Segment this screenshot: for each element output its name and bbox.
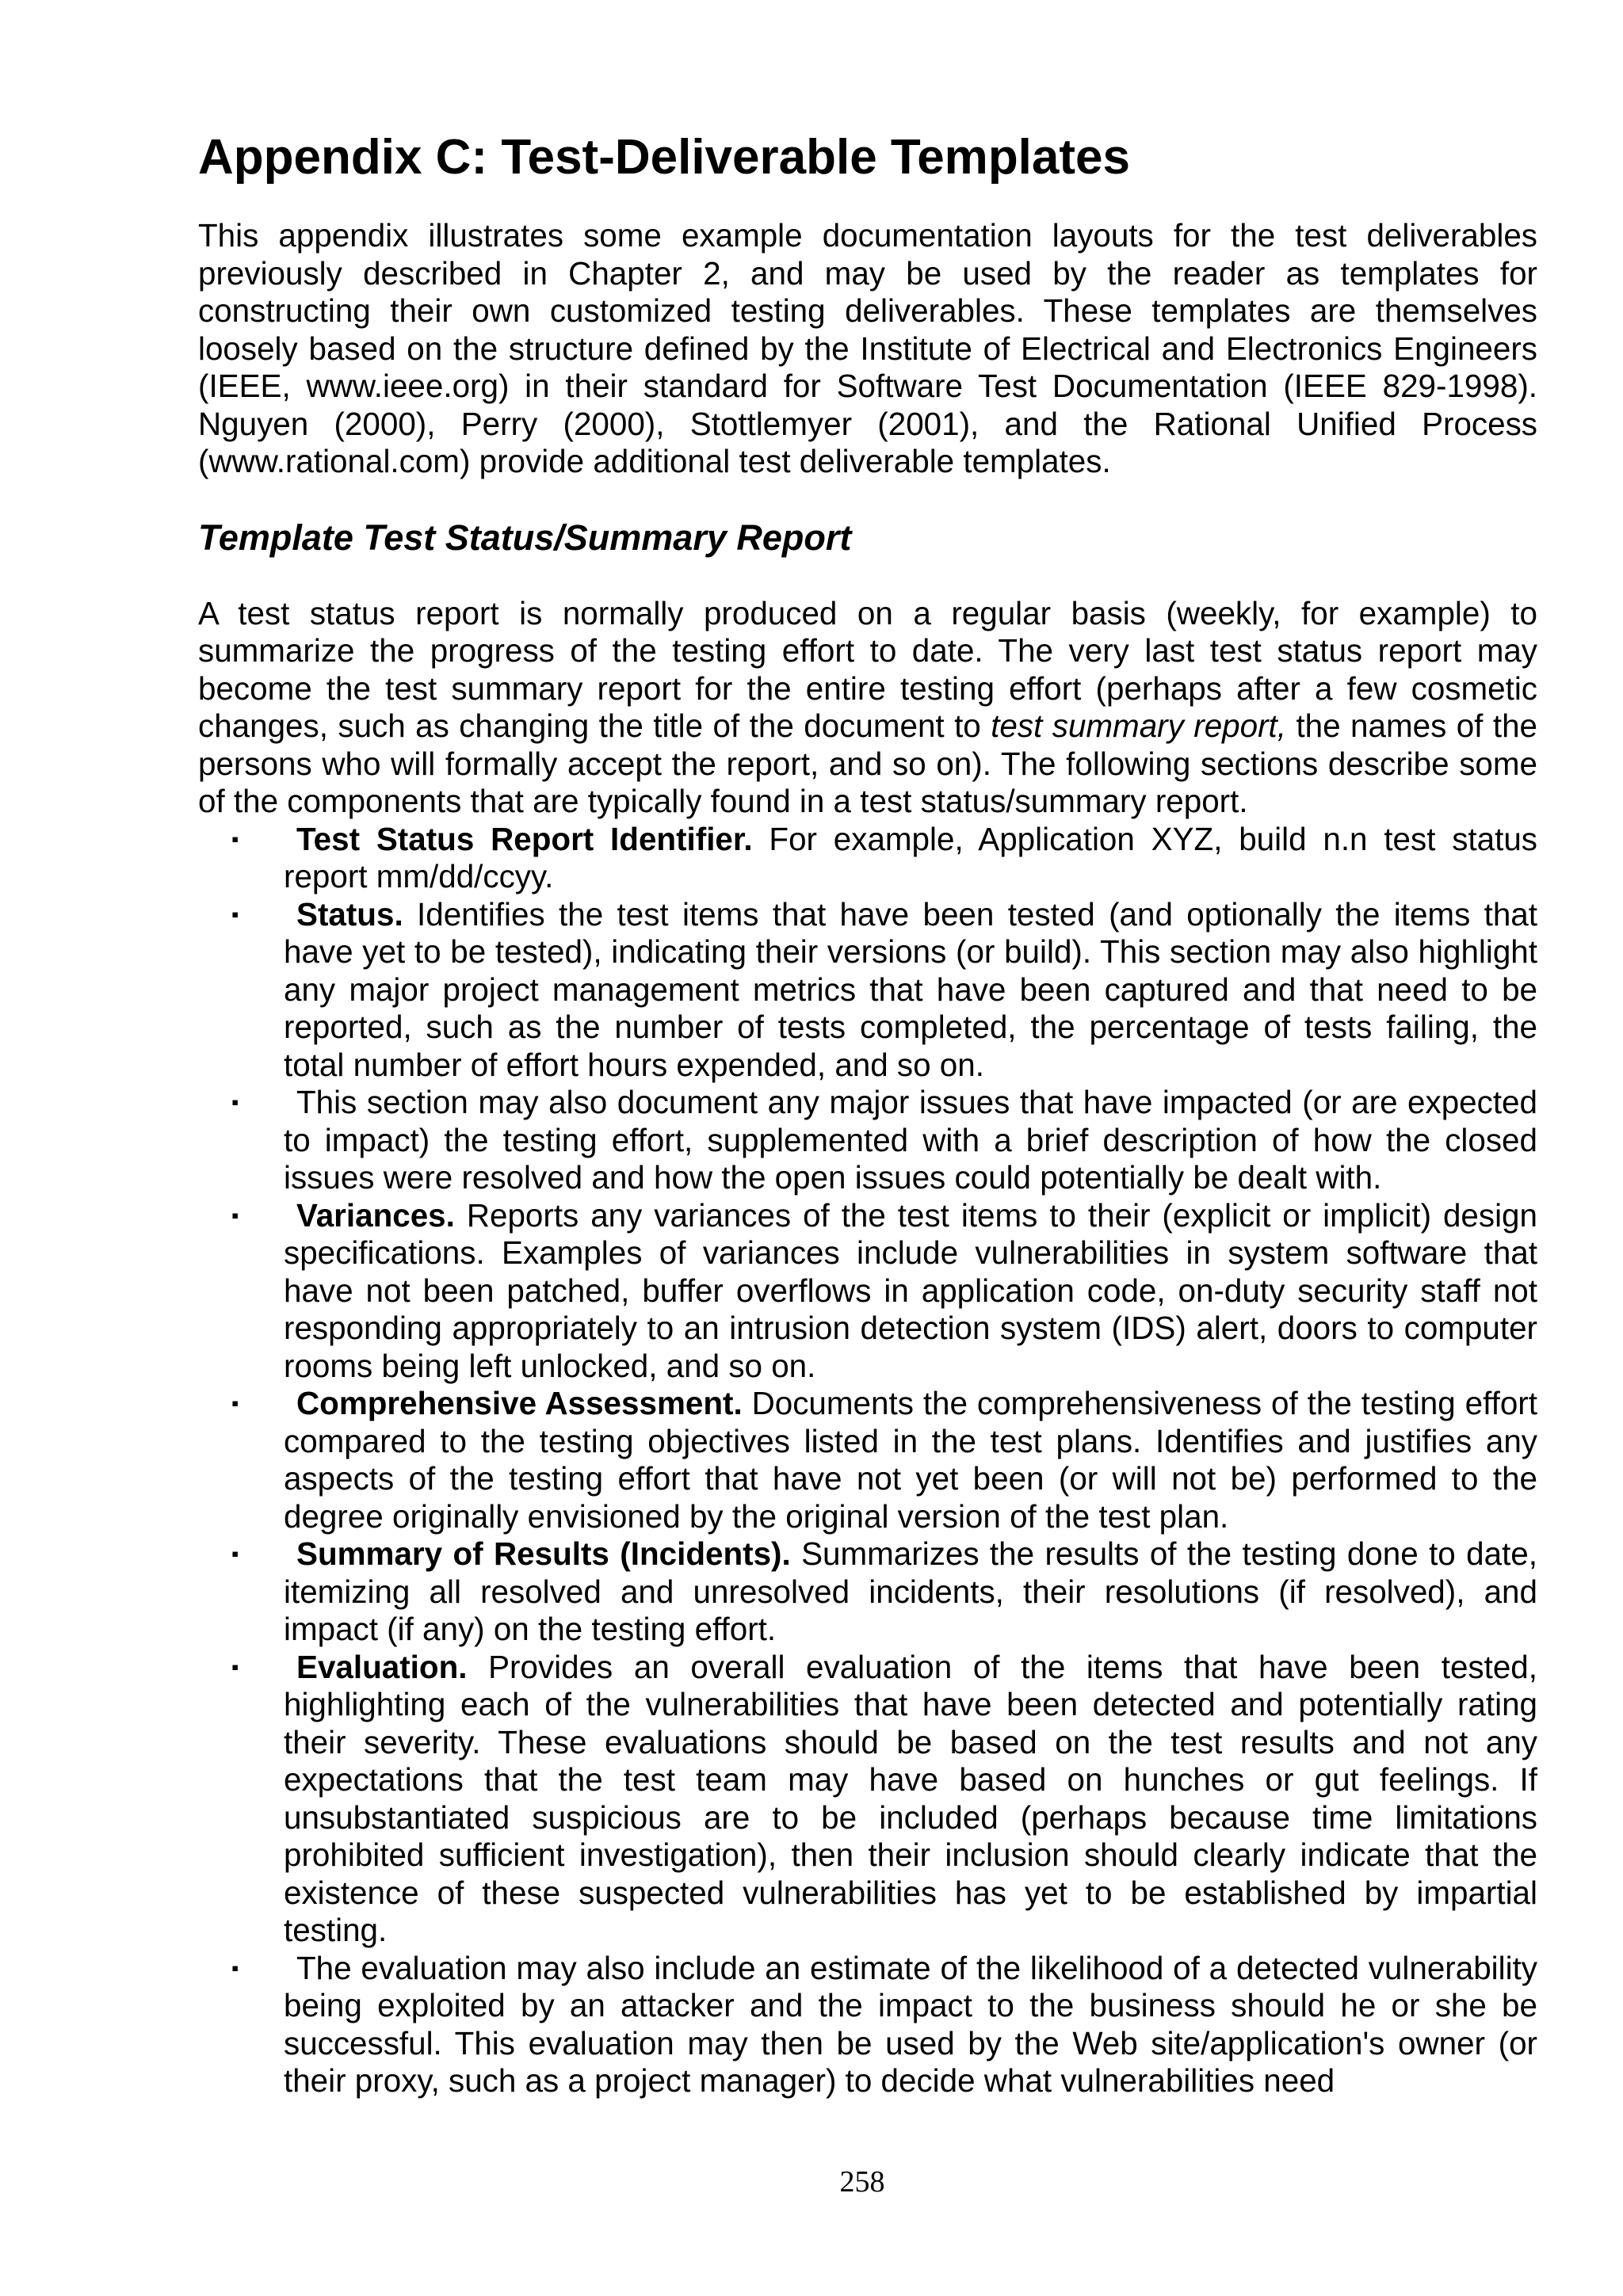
section-heading: Template Test Status/Summary Report [198, 517, 852, 558]
list-item [198, 1950, 1537, 2100]
list-item-text: This section may also document any major issues that have impacted (or are expected to impact) the testing effort, supplemented with a brief description of how the closed issues were resolved and how the open issues could potentially be dealt with. [284, 1084, 1537, 1196]
list-item [198, 1084, 1537, 1197]
list-item-term: Status. [296, 895, 403, 933]
list-item [198, 1535, 1537, 1649]
bullet-marker-icon: ▪ [231, 1203, 239, 1227]
list-item [198, 896, 1537, 1085]
components-list [198, 821, 1537, 2100]
list-item-term: Variances. [296, 1196, 455, 1234]
page-content [198, 127, 1537, 2100]
bullet-marker-icon: ▪ [231, 1391, 239, 1415]
bullet-marker-icon: ▪ [231, 1955, 239, 1980]
section-paragraph-text-1: A test status report is normally produced on a regular basis (weekly, for example) to summarize the progress of the testing effort to date. The very last test status report may become the test summary report for the entire testing effort (perhaps after a few cosmetic changes, such as changing the title of the document to [198, 594, 1537, 744]
section-paragraph-text-2: the names of the persons who will formally accept the report, and so on). The following sections describe some of the components that are typically found in a test status/summary report. [198, 707, 1537, 819]
list-item [198, 1649, 1537, 1950]
list-item [198, 1197, 1537, 1386]
list-item-term: Test Status Report Identifier. [296, 820, 753, 857]
list-item-text: Reports any variances of the test items to their (explicit or implicit) design specifications. Examples of variances include vulnerabilities in system software that have not been patched, buffer overflows in application code, on-duty security staff not responding appropriately to an intrusion detection system (IDS) alert, doors to computer rooms being left unlocked, and so on. [284, 1196, 1537, 1384]
section-paragraph [198, 595, 1537, 821]
bullet-marker-icon: ▪ [231, 826, 239, 851]
bullet-marker-icon: ▪ [231, 1542, 239, 1566]
list-item-term: Comprehensive Assessment. [296, 1385, 743, 1421]
list-item-text: Identifies the test items that have been tested (and optionally the items that have yet to be tested), indicating their versions (or build). This section may also highlight any major project management metrics that have been captured and that need to be reported, such as the number of tests completed, the percentage of tests failing, the total number of effort hours expended, and so on. [284, 895, 1537, 1083]
bullet-marker-icon: ▪ [231, 902, 239, 926]
page-number: 258 [839, 2165, 885, 2199]
intro-paragraph: This appendix illustrates some example documentation layouts for the test deliverables previously described in Chapter 2, and may be used by the reader as templates for constructing their own customized testing deliverables. These templates are themselves loosely based on the structure defined by the Institute of Electrical and Electronics Engineers (IEEE, www.ieee.org) in their standard for Software Test Documentation (IEEE 829-1998). Nguyen (2000), Perry (2000), Stottlemyer (2001), and the Rational Unified Process (www.rational.com) provide additional test deliverable templates. [198, 217, 1537, 479]
list-item-text: The evaluation may also include an estimate of the likelihood of a detected vulnerability being exploited by an attacker and the impact to the business should he or she be successful. This evaluation may then be used by the Web site/application's owner (or their proxy, such as a project manager) to decide what vulnerabilities need [284, 1949, 1537, 2099]
bullet-marker-icon: ▪ [231, 1090, 239, 1114]
list-item-term: Summary of Results (Incidents). [296, 1535, 791, 1572]
bullet-marker-icon: ▪ [231, 1654, 239, 1679]
list-item-text: For example, Application XYZ, build n.n test status report mm/dd/ccyy. [284, 820, 1537, 894]
list-item [198, 1385, 1537, 1535]
list-item [198, 821, 1537, 896]
list-item-text: Provides an overall evaluation of the items that have been tested, highlighting each of the vulnerabilities that have been detected and potentially rating their severity. These evaluations should be based on the test results and not any expectations that the test team may have based on hunches or gut feelings. If unsubstantiated suspicious are to be included (perhaps because time limitations prohibited sufficient investigation), then their inclusion should clearly indicate that the existence of these suspected vulnerabilities has yet to be established by impartial testing. [284, 1648, 1537, 1948]
appendix-title: Appendix C: Test-Deliverable Templates [198, 130, 1131, 185]
list-item-text: Documents the comprehensiveness of the testing effort compared to the testing objectives listed in the test plans. Identifies and justifies any aspects of the testing effort that have not yet been (or will not be) performed to the degree originally envisioned by the original version of the test plan. [284, 1385, 1537, 1535]
list-item-term: Evaluation. [296, 1648, 468, 1685]
list-item-text: Summarizes the results of the testing done to date, itemizing all resolved and unresolved incidents, their resolutions (if resolved), and impact (if any) on the testing effort. [284, 1535, 1537, 1647]
section-paragraph-italic: test summary report, [991, 707, 1286, 744]
